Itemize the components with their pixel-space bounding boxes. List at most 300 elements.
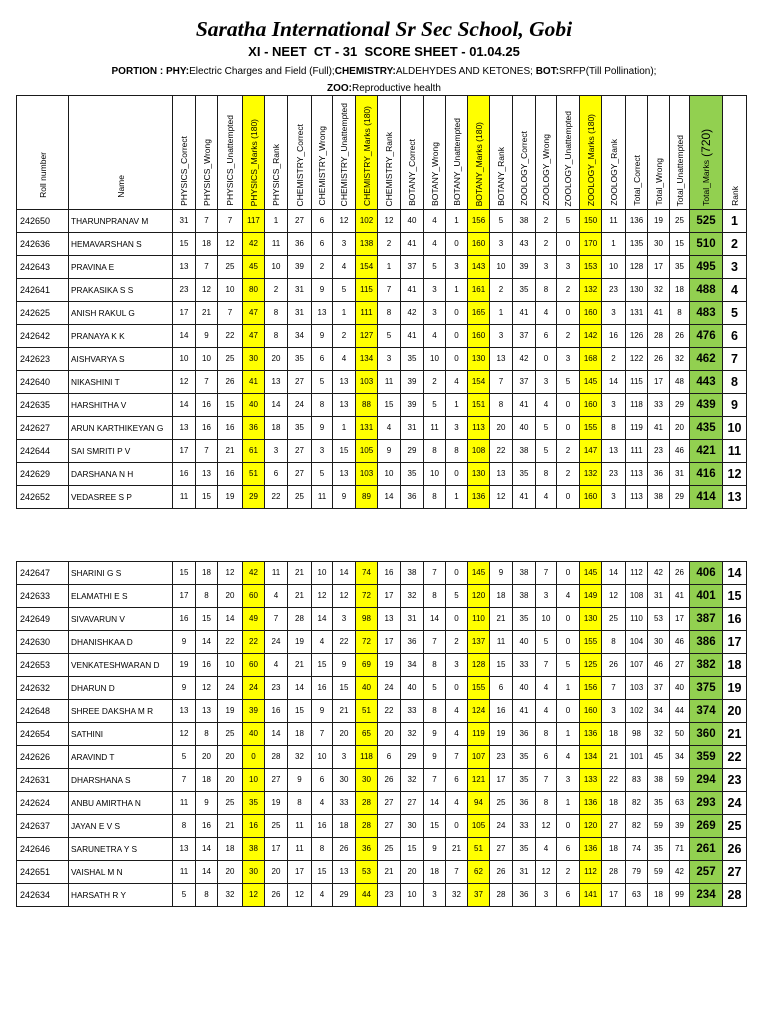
cell-botany-marks-180: 156 (468, 210, 490, 233)
column-header-botany-rank (490, 96, 513, 210)
column-header-text: Total_Correct (631, 155, 642, 206)
cell-botany-marks-180: 113 (468, 417, 490, 440)
cell-botany-unattempted: 3 (446, 417, 468, 440)
table-body (17, 96, 747, 509)
cell-zoology-marks-180: 160 (580, 486, 602, 509)
cell-botany-wrong: 9 (424, 838, 446, 861)
cell-roll-number: 242653 (17, 654, 69, 677)
cell-zoology-rank: 17 (602, 884, 626, 907)
cell-roll-number: 242640 (17, 371, 69, 394)
cell-chemistry-correct: 27 (288, 210, 312, 233)
cell-total-marks: 439 (690, 394, 723, 417)
cell-zoology-wrong: 8 (536, 279, 557, 302)
cell-physics-unattempted: 19 (218, 700, 243, 723)
cell-total-marks: 435 (690, 417, 723, 440)
cell-chemistry-rank: 13 (378, 608, 401, 631)
cell-physics-correct: 14 (173, 325, 196, 348)
cell-zoology-correct: 43 (513, 233, 536, 256)
cell-zoology-correct: 41 (513, 302, 536, 325)
student-row (17, 394, 747, 417)
cell-physics-marks-180: 30 (243, 861, 265, 884)
cell-total-correct: 107 (626, 654, 648, 677)
portion-line (0, 65, 768, 79)
cell-roll-number: 242623 (17, 348, 69, 371)
cell-botany-marks-180: 165 (468, 302, 490, 325)
cell-total-unattempted: 32 (670, 348, 690, 371)
cell-zoology-marks-180: 132 (580, 463, 602, 486)
cell-botany-wrong: 10 (424, 348, 446, 371)
cell-botany-marks-180: 120 (468, 585, 490, 608)
cell-botany-rank: 2 (490, 279, 513, 302)
cell-physics-wrong: 16 (196, 654, 218, 677)
cell-botany-correct: 31 (401, 608, 424, 631)
cell-total-unattempted: 29 (670, 486, 690, 509)
cell-physics-marks-180: 80 (243, 279, 265, 302)
cell-zoology-rank: 7 (602, 677, 626, 700)
cell-rank: 18 (723, 654, 747, 677)
column-header-total-correct (626, 96, 648, 210)
column-header-chemistry-marks-180 (356, 96, 378, 210)
cell-rank: 22 (723, 746, 747, 769)
cell-zoology-marks-180: 150 (580, 210, 602, 233)
column-header-text: PHYSICS_Correct (179, 136, 189, 206)
cell-chemistry-correct: 24 (288, 394, 312, 417)
cell-physics-rank: 20 (265, 861, 288, 884)
cell-physics-marks-180: 117 (243, 210, 265, 233)
cell-physics-rank: 16 (265, 700, 288, 723)
cell-botany-wrong: 4 (424, 325, 446, 348)
cell-botany-correct: 32 (401, 769, 424, 792)
cell-physics-rank: 3 (265, 440, 288, 463)
cell-chemistry-correct: 18 (288, 723, 312, 746)
cell-botany-marks-180: 160 (468, 325, 490, 348)
column-header-text: CHEMISTRY_Rank (384, 131, 394, 206)
cell-physics-rank: 13 (265, 371, 288, 394)
portion-botany-text: SRFP(Till Pollination); (559, 66, 657, 77)
cell-total-correct: 108 (626, 585, 648, 608)
sheet-title: XI - NEET CT - 31 SCORE SHEET - 01.04.25 (248, 44, 520, 59)
cell-botany-rank: 26 (490, 861, 513, 884)
cell-chemistry-correct: 17 (288, 861, 312, 884)
cell-chemistry-rank: 26 (378, 769, 401, 792)
cell-botany-correct: 39 (401, 394, 424, 417)
cell-chemistry-unattempted: 13 (333, 463, 356, 486)
cell-physics-wrong: 21 (196, 302, 218, 325)
cell-physics-correct: 16 (173, 608, 196, 631)
cell-name: NIKASHINI T (69, 371, 173, 394)
cell-physics-wrong: 16 (196, 417, 218, 440)
cell-zoology-rank: 12 (602, 585, 626, 608)
cell-zoology-rank: 3 (602, 302, 626, 325)
cell-zoology-marks-180: 147 (580, 440, 602, 463)
cell-botany-marks-180: 161 (468, 279, 490, 302)
student-row (17, 325, 747, 348)
cell-zoology-correct: 36 (513, 723, 536, 746)
cell-roll-number: 242650 (17, 210, 69, 233)
cell-zoology-rank: 10 (602, 256, 626, 279)
column-header-label (38, 152, 48, 198)
cell-physics-wrong: 13 (196, 700, 218, 723)
cell-chemistry-marks-180: 105 (356, 440, 378, 463)
cell-roll-number: 242651 (17, 861, 69, 884)
cell-physics-marks-180: 47 (243, 302, 265, 325)
cell-total-unattempted: 41 (670, 585, 690, 608)
cell-chemistry-wrong: 4 (312, 631, 333, 654)
cell-botany-rank: 11 (490, 631, 513, 654)
cell-chemistry-wrong: 2 (312, 256, 333, 279)
cell-roll-number: 242648 (17, 700, 69, 723)
cell-botany-marks-180: 51 (468, 838, 490, 861)
cell-name: ARUN KARTHIKEYAN G (69, 417, 173, 440)
cell-physics-marks-180: 16 (243, 815, 265, 838)
cell-botany-rank: 21 (490, 608, 513, 631)
cell-zoology-wrong: 5 (536, 440, 557, 463)
cell-physics-unattempted: 20 (218, 585, 243, 608)
cell-physics-correct: 11 (173, 792, 196, 815)
cell-rank: 7 (723, 348, 747, 371)
cell-zoology-marks-180: 120 (580, 815, 602, 838)
cell-botany-marks-180: 37 (468, 884, 490, 907)
cell-zoology-correct: 36 (513, 884, 536, 907)
cell-physics-correct: 12 (173, 371, 196, 394)
cell-physics-correct: 19 (173, 654, 196, 677)
cell-zoology-correct: 35 (513, 769, 536, 792)
cell-rank: 21 (723, 723, 747, 746)
cell-chemistry-rank: 24 (378, 677, 401, 700)
cell-chemistry-unattempted: 3 (333, 233, 356, 256)
cell-botany-wrong: 4 (424, 210, 446, 233)
cell-zoology-marks-180: 136 (580, 723, 602, 746)
column-header-zoology-correct (513, 96, 536, 210)
cell-name: HEMAVARSHAN S (69, 233, 173, 256)
cell-botany-unattempted: 1 (446, 486, 468, 509)
cell-chemistry-rank: 1 (378, 256, 401, 279)
cell-botany-wrong: 11 (424, 417, 446, 440)
cell-zoology-correct: 35 (513, 608, 536, 631)
cell-physics-rank: 28 (265, 746, 288, 769)
column-header-physics-marks-180 (243, 96, 265, 210)
cell-physics-rank: 25 (265, 815, 288, 838)
student-row (17, 463, 747, 486)
cell-botany-correct: 31 (401, 417, 424, 440)
cell-zoology-correct: 41 (513, 700, 536, 723)
column-header-botany-unattempted (446, 96, 468, 210)
cell-chemistry-rank: 17 (378, 631, 401, 654)
cell-physics-wrong: 14 (196, 631, 218, 654)
cell-physics-marks-180: 60 (243, 654, 265, 677)
cell-total-marks: 421 (690, 440, 723, 463)
cell-name: PRANAYA K K (69, 325, 173, 348)
cell-total-wrong: 35 (648, 838, 670, 861)
column-header-botany-correct (401, 96, 424, 210)
cell-chemistry-unattempted: 22 (333, 631, 356, 654)
cell-botany-wrong: 7 (424, 631, 446, 654)
cell-botany-correct: 41 (401, 279, 424, 302)
cell-physics-marks-180: 42 (243, 233, 265, 256)
cell-zoology-wrong: 4 (536, 394, 557, 417)
cell-total-unattempted: 44 (670, 700, 690, 723)
cell-total-correct: 74 (626, 838, 648, 861)
cell-name: DHARSHANA S (69, 769, 173, 792)
cell-zoology-correct: 35 (513, 279, 536, 302)
cell-zoology-wrong: 0 (536, 348, 557, 371)
cell-zoology-unattempted: 0 (557, 486, 580, 509)
cell-botany-unattempted: 6 (446, 769, 468, 792)
cell-chemistry-wrong: 15 (312, 654, 333, 677)
cell-chemistry-wrong: 16 (312, 677, 333, 700)
cell-zoology-rank: 21 (602, 746, 626, 769)
cell-roll-number: 242636 (17, 233, 69, 256)
score-table-bottom (16, 561, 747, 907)
cell-botany-marks-180: 160 (468, 233, 490, 256)
cell-botany-rank: 13 (490, 348, 513, 371)
portion-physics-text: Electric Charges and Field (Full); (189, 66, 335, 77)
cell-physics-rank: 18 (265, 417, 288, 440)
cell-roll-number: 242642 (17, 325, 69, 348)
cell-total-correct: 118 (626, 394, 648, 417)
cell-physics-correct: 13 (173, 417, 196, 440)
cell-total-correct: 110 (626, 608, 648, 631)
cell-total-correct: 82 (626, 792, 648, 815)
cell-botany-wrong: 3 (424, 302, 446, 325)
cell-total-marks: 234 (690, 884, 723, 907)
cell-total-wrong: 59 (648, 815, 670, 838)
cell-physics-wrong: 14 (196, 838, 218, 861)
cell-total-marks: 382 (690, 654, 723, 677)
cell-chemistry-rank: 9 (378, 440, 401, 463)
cell-roll-number: 242641 (17, 279, 69, 302)
cell-botany-rank: 7 (490, 371, 513, 394)
cell-total-unattempted: 26 (670, 562, 690, 585)
cell-total-marks: 462 (690, 348, 723, 371)
column-header-label (384, 132, 394, 206)
cell-physics-correct: 11 (173, 861, 196, 884)
cell-chemistry-marks-180: 28 (356, 792, 378, 815)
cell-chemistry-marks-180: 72 (356, 585, 378, 608)
cell-botany-unattempted: 0 (446, 562, 468, 585)
cell-rank: 3 (723, 256, 747, 279)
cell-botany-unattempted: 4 (446, 792, 468, 815)
cell-chemistry-unattempted: 13 (333, 861, 356, 884)
cell-total-unattempted: 50 (670, 723, 690, 746)
cell-chemistry-rank: 27 (378, 815, 401, 838)
cell-physics-correct: 12 (173, 723, 196, 746)
cell-zoology-unattempted: 0 (557, 233, 580, 256)
portion-physics-label: PORTION : PHY: (111, 66, 190, 77)
cell-chemistry-correct: 27 (288, 440, 312, 463)
cell-chemistry-correct: 34 (288, 325, 312, 348)
cell-zoology-wrong: 5 (536, 631, 557, 654)
cell-zoology-unattempted: 4 (557, 746, 580, 769)
cell-total-marks: 257 (690, 861, 723, 884)
cell-rank: 28 (723, 884, 747, 907)
cell-zoology-rank: 13 (602, 440, 626, 463)
cell-physics-unattempted: 7 (218, 302, 243, 325)
cell-botany-marks-180: 121 (468, 769, 490, 792)
cell-botany-rank: 25 (490, 792, 513, 815)
cell-physics-unattempted: 25 (218, 256, 243, 279)
column-header-physics-unattempted (218, 96, 243, 210)
cell-physics-marks-180: 61 (243, 440, 265, 463)
cell-rank: 4 (723, 279, 747, 302)
student-row (17, 654, 747, 677)
cell-roll-number: 242646 (17, 838, 69, 861)
cell-botany-unattempted: 1 (446, 279, 468, 302)
cell-zoology-wrong: 4 (536, 677, 557, 700)
cell-zoology-wrong: 3 (536, 371, 557, 394)
cell-rank: 23 (723, 769, 747, 792)
student-row (17, 417, 747, 440)
cell-zoology-rank: 2 (602, 348, 626, 371)
cell-chemistry-marks-180: 28 (356, 815, 378, 838)
cell-botany-correct: 37 (401, 256, 424, 279)
cell-chemistry-rank: 2 (378, 233, 401, 256)
column-header-text: PHYSICS_Wrong (201, 139, 212, 206)
cell-chemistry-rank: 27 (378, 792, 401, 815)
cell-physics-rank: 1 (265, 210, 288, 233)
column-header-label (586, 114, 596, 206)
column-header-label (430, 142, 440, 206)
cell-chemistry-correct: 11 (288, 838, 312, 861)
cell-total-wrong: 32 (648, 279, 670, 302)
cell-botany-unattempted: 3 (446, 256, 468, 279)
cell-roll-number: 242644 (17, 440, 69, 463)
cell-zoology-correct: 37 (513, 325, 536, 348)
cell-botany-correct: 41 (401, 325, 424, 348)
cell-botany-rank: 18 (490, 585, 513, 608)
cell-zoology-correct: 38 (513, 585, 536, 608)
cell-zoology-rank: 18 (602, 792, 626, 815)
cell-zoology-rank: 8 (602, 417, 626, 440)
cell-botany-unattempted: 5 (446, 585, 468, 608)
cell-physics-rank: 4 (265, 585, 288, 608)
student-row (17, 815, 747, 838)
cell-physics-rank: 27 (265, 769, 288, 792)
cell-chemistry-marks-180: 30 (356, 769, 378, 792)
table-body (17, 562, 747, 907)
cell-botany-unattempted: 2 (446, 631, 468, 654)
cell-zoology-wrong: 3 (536, 884, 557, 907)
cell-chemistry-marks-180: 103 (356, 371, 378, 394)
cell-physics-correct: 11 (173, 486, 196, 509)
cell-botany-marks-180: 130 (468, 463, 490, 486)
cell-physics-unattempted: 14 (218, 608, 243, 631)
cell-physics-wrong: 10 (196, 348, 218, 371)
cell-physics-rank: 19 (265, 792, 288, 815)
column-header-text: BOTANY_Marks (180) (473, 121, 484, 206)
cell-chemistry-marks-180: 51 (356, 700, 378, 723)
cell-roll-number: 242632 (17, 677, 69, 700)
cell-zoology-rank: 25 (602, 608, 626, 631)
cell-zoology-marks-180: 134 (580, 746, 602, 769)
cell-chemistry-correct: 35 (288, 417, 312, 440)
cell-roll-number: 242627 (17, 417, 69, 440)
cell-total-marks: 488 (690, 279, 723, 302)
cell-total-wrong: 19 (648, 210, 670, 233)
cell-physics-wrong: 13 (196, 463, 218, 486)
cell-chemistry-rank: 6 (378, 746, 401, 769)
cell-botany-marks-180: 94 (468, 792, 490, 815)
cell-zoology-unattempted: 5 (557, 654, 580, 677)
cell-botany-wrong: 8 (424, 585, 446, 608)
cell-name: SHREE DAKSHA M R (69, 700, 173, 723)
cell-botany-rank: 6 (490, 677, 513, 700)
column-header-physics-wrong (196, 96, 218, 210)
cell-zoology-rank: 23 (602, 279, 626, 302)
cell-zoology-wrong: 8 (536, 723, 557, 746)
column-header-chemistry-wrong (312, 96, 333, 210)
cell-total-unattempted: 63 (670, 792, 690, 815)
cell-total-wrong: 38 (648, 769, 670, 792)
cell-chemistry-correct: 21 (288, 654, 312, 677)
cell-chemistry-unattempted: 15 (333, 677, 356, 700)
cell-physics-correct: 8 (173, 815, 196, 838)
cell-botany-marks-180: 119 (468, 723, 490, 746)
cell-roll-number: 242652 (17, 486, 69, 509)
cell-physics-rank: 6 (265, 463, 288, 486)
cell-chemistry-marks-180: 69 (356, 654, 378, 677)
cell-zoology-wrong: 8 (536, 463, 557, 486)
column-header-text: PHYSICS_Marks (180) (248, 118, 259, 206)
cell-botany-marks-180: 155 (468, 677, 490, 700)
cell-botany-wrong: 7 (424, 562, 446, 585)
cell-zoology-marks-180: 156 (580, 677, 602, 700)
portion-line-zoology (0, 82, 768, 96)
cell-botany-rank: 16 (490, 700, 513, 723)
cell-physics-marks-180: 30 (243, 348, 265, 371)
cell-zoology-correct: 42 (513, 348, 536, 371)
cell-zoology-correct: 35 (513, 746, 536, 769)
cell-zoology-unattempted: 0 (557, 562, 580, 585)
cell-physics-rank: 2 (265, 279, 288, 302)
cell-name: DHARUN D (69, 677, 173, 700)
cell-botany-marks-180: 151 (468, 394, 490, 417)
column-header-label (496, 147, 506, 206)
cell-botany-correct: 29 (401, 440, 424, 463)
cell-botany-unattempted: 4 (446, 723, 468, 746)
cell-botany-marks-180: 137 (468, 631, 490, 654)
cell-physics-correct: 17 (173, 302, 196, 325)
cell-total-correct: 113 (626, 486, 648, 509)
cell-chemistry-rank: 20 (378, 723, 401, 746)
cell-physics-wrong: 16 (196, 815, 218, 838)
cell-botany-correct: 36 (401, 631, 424, 654)
cell-chemistry-wrong: 4 (312, 884, 333, 907)
student-row (17, 256, 747, 279)
cell-rank: 13 (723, 486, 747, 509)
cell-zoology-rank: 28 (602, 861, 626, 884)
cell-physics-rank: 7 (265, 608, 288, 631)
cell-name: JAYAN E V S (69, 815, 173, 838)
cell-chemistry-wrong: 14 (312, 608, 333, 631)
cell-botany-rank: 23 (490, 746, 513, 769)
cell-chemistry-correct: 32 (288, 746, 312, 769)
cell-zoology-unattempted: 0 (557, 302, 580, 325)
cell-total-correct: 101 (626, 746, 648, 769)
cell-zoology-correct: 36 (513, 792, 536, 815)
cell-botany-wrong: 18 (424, 861, 446, 884)
cell-total-correct: 83 (626, 769, 648, 792)
cell-total-wrong: 38 (648, 486, 670, 509)
column-header-physics-rank (265, 96, 288, 210)
cell-chemistry-wrong: 7 (312, 723, 333, 746)
cell-total-wrong: 34 (648, 700, 670, 723)
cell-physics-correct: 5 (173, 746, 196, 769)
cell-chemistry-correct: 8 (288, 792, 312, 815)
cell-physics-unattempted: 10 (218, 654, 243, 677)
cell-zoology-unattempted: 2 (557, 861, 580, 884)
cell-total-wrong: 33 (648, 394, 670, 417)
